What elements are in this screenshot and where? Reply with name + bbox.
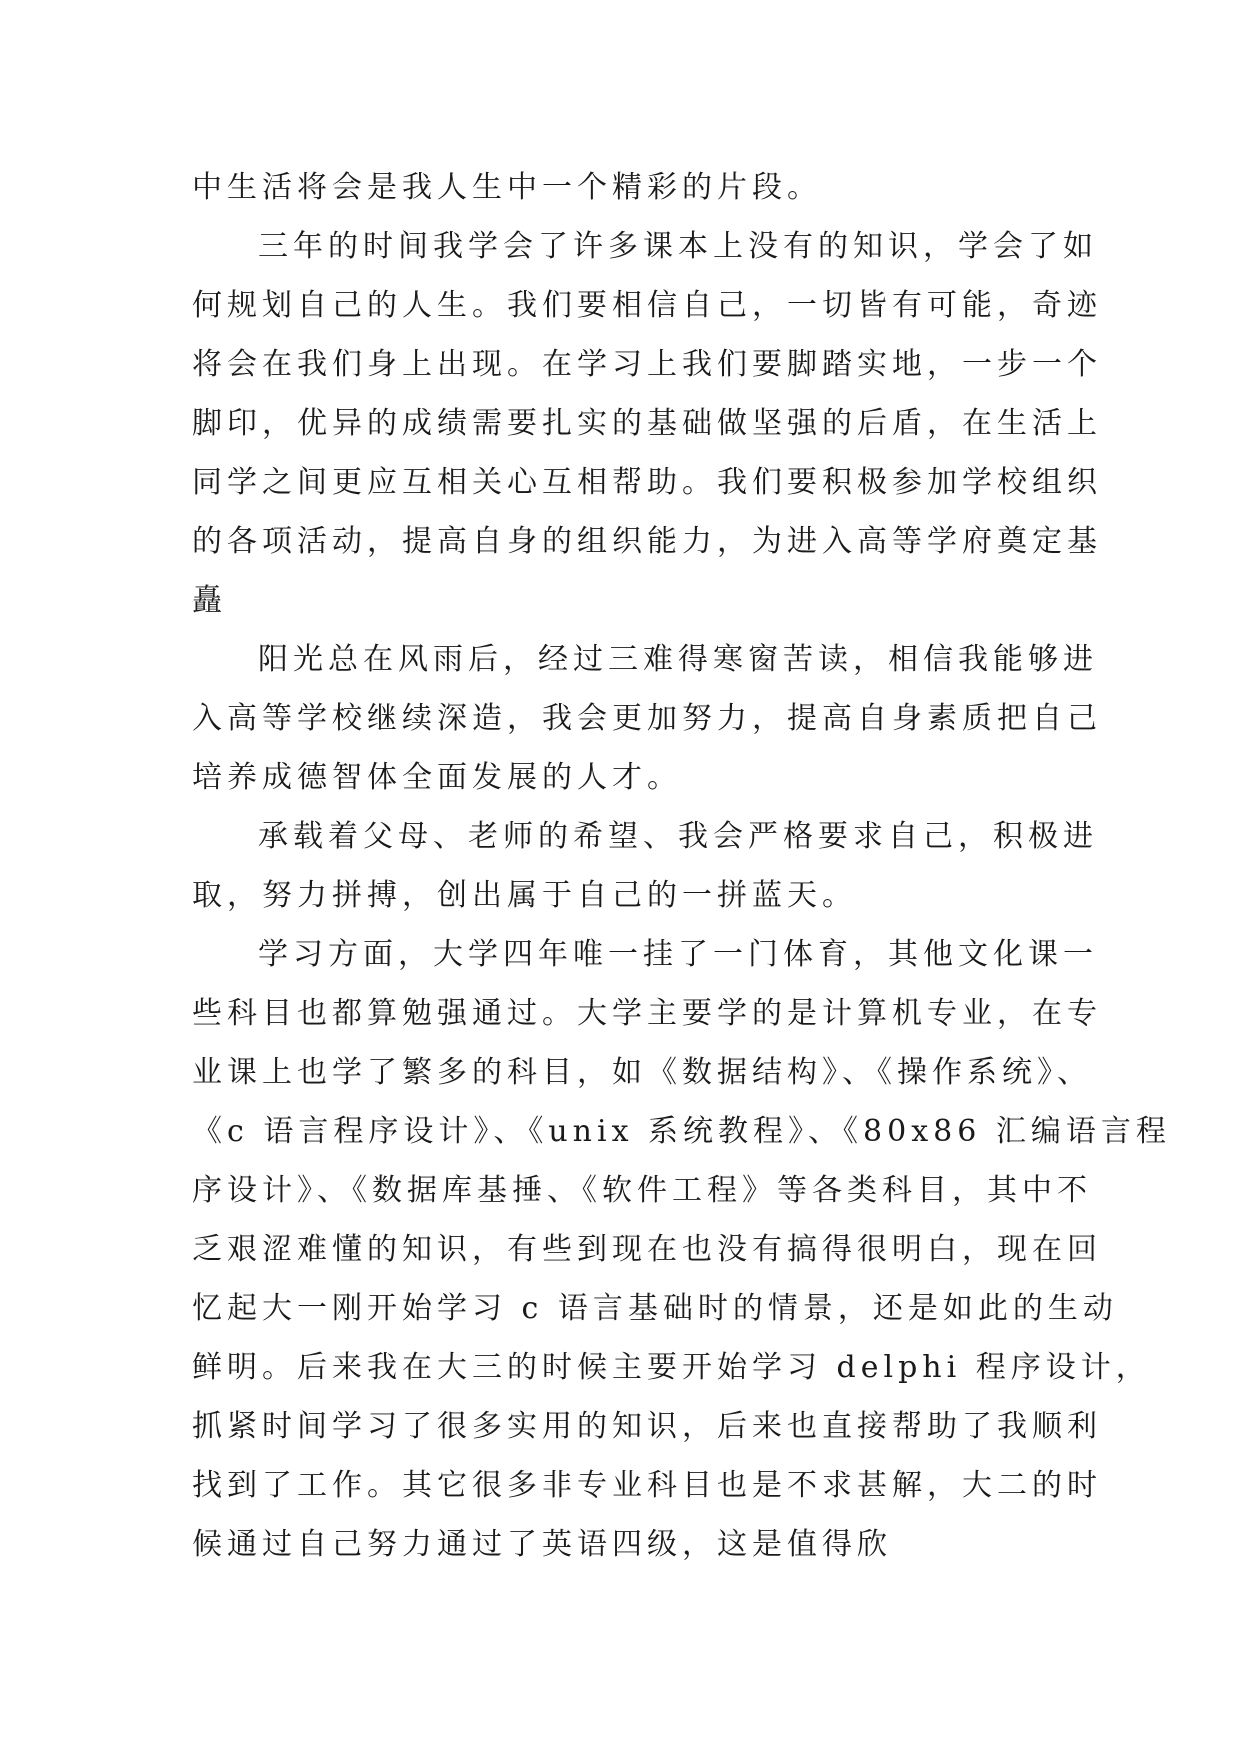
text-line: 培养成德智体全面发展的人才。 (192, 760, 682, 795)
text-line: 忆起大一刚开始学习 c 语言基础时的情景，还是如此的生动 (192, 1291, 1118, 1326)
text-line: 乏艰涩难懂的知识，有些到现在也没有搞得很明白，现在回 (192, 1232, 1102, 1267)
text-line: 承载着父母、老师的希望、我会严格要求自己，积极进 (258, 819, 1098, 854)
document-body (192, 158, 1171, 1574)
text-line: 些科目也都算勉强通过。大学主要学的是计算机专业，在专 (192, 996, 1102, 1031)
text-line: 序设计》、《数据库基捶、《软件工程》等各类科目，其中不 (192, 1173, 1092, 1208)
text-line: 入高等学校继续深造，我会更加努力，提高自身素质把自己 (192, 701, 1102, 736)
text-line: 同学之间更应互相关心互相帮助。我们要积极参加学校组织 (192, 465, 1102, 500)
text-line: 候通过自己努力通过了英语四级，这是值得欣 (192, 1527, 892, 1562)
text-line: 阳光总在风雨后，经过三难得寒窗苦读，相信我能够进 (258, 642, 1098, 677)
text-line: 找到了工作。其它很多非专业科目也是不求甚解，大二的时 (192, 1468, 1102, 1503)
text-line: 业课上也学了繁多的科目，如《数据结构》、《操作系统》、 (192, 1055, 1092, 1090)
text-line: 三年的时间我学会了许多课本上没有的知识，学会了如 (258, 229, 1098, 264)
text-line: 学习方面，大学四年唯一挂了一门体育，其他文化课一 (258, 937, 1098, 972)
text-line: 鲜明。后来我在大三的时候主要开始学习 delphi 程序设计， (192, 1350, 1151, 1385)
text-line: 的各项活动，提高自身的组织能力，为进入高等学府奠定基 (192, 524, 1102, 559)
text-line: 脚印，优异的成绩需要扎实的基础做坚强的后盾，在生活上 (192, 406, 1102, 441)
text-line: 将会在我们身上出现。在学习上我们要脚踏实地，一步一个 (192, 347, 1102, 382)
text-line: 取，努力拼搏，创出属于自己的一拼蓝天。 (192, 878, 857, 913)
text-line: 何规划自己的人生。我们要相信自己，一切皆有可能，奇迹 (192, 288, 1102, 323)
text-line: 《c 语言程序设计》、《unix 系统教程》、《80x86 汇编语言程 (192, 1114, 1171, 1149)
text-line: 矗 (192, 583, 227, 618)
text-line: 中生活将会是我人生中一个精彩的片段。 (192, 170, 822, 205)
text-line: 抓紧时间学习了很多实用的知识，后来也直接帮助了我顺利 (192, 1409, 1102, 1444)
